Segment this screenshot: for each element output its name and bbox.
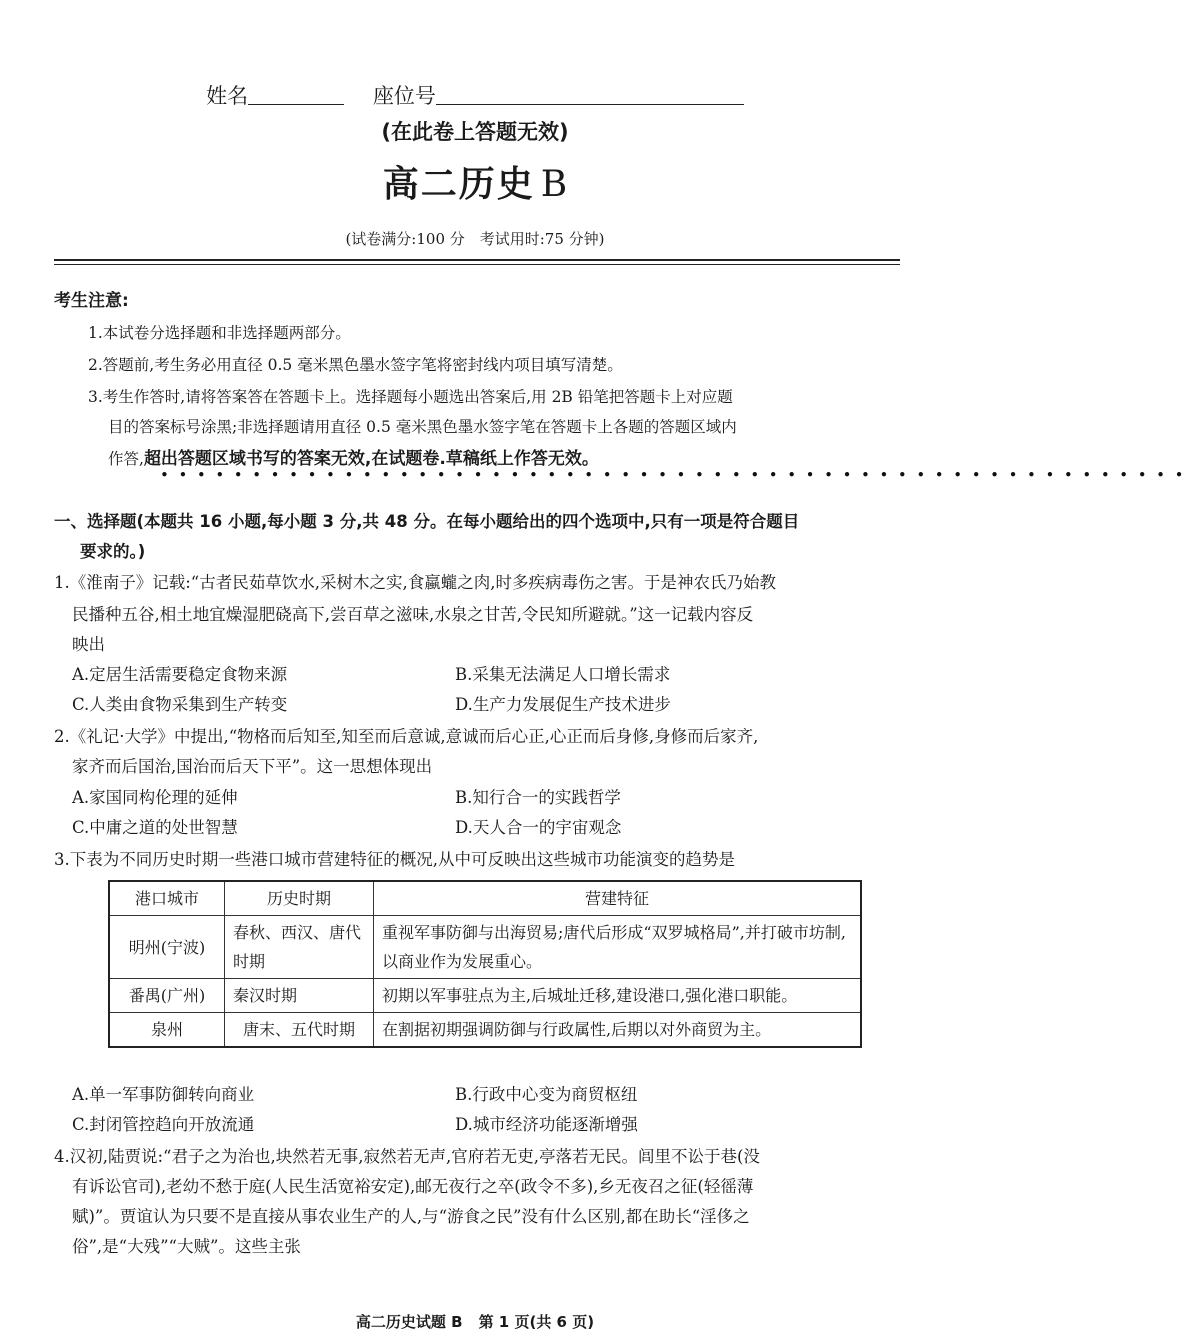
q2-option-c: C.中庸之道的处世智慧 [72,818,238,837]
footer-page-number: 第 1 页(共 6 页) [478,1313,595,1331]
header-rule-thick [54,259,900,261]
note-item-3-emphasis: 超出答题区域书写的答案无效,在试题卷.草稿纸上作答无效。 [143,449,599,469]
section-1-heading: 一、选择题(本题共 16 小题,每小题 3 分,共 48 分。在每小题给出的四个选项中,只有一项是符合题目 [54,512,800,531]
exam-meta: (试卷满分:100 分 考试用时:75 分钟) [345,230,605,248]
q1-option-a: A.定居生活需要稳定食物来源 [72,665,288,684]
q3-option-c: C.封闭管控趋向开放流通 [72,1115,255,1134]
section-1-heading-cont: 要求的。) [80,542,146,561]
table-cell-period: 唐末、五代时期 [225,1013,374,1048]
q4-line-1: 4.汉初,陆贾说:“君子之为治也,块然若无事,寂然若无声,官府若无吏,亭落若无民。闾里不讼于巷(没 [54,1147,760,1166]
q4-line-2: 有诉讼官司),老幼不愁于庭(人民生活宽裕安定),邮无夜行之卒(政令不多),乡无夜召之征(轻徭薄 [72,1177,754,1196]
exam-title-text: 高二历史 [382,163,535,205]
table-cell-period: 春秋、西汉、唐代时期 [225,916,374,979]
q4-line-3: 赋)”。贾谊认为只要不是直接从事农业生产的人,与“游食之民”没有什么区别,都在助长“淫侈之 [72,1207,750,1226]
q1-line-1: 1.《淮南子》记载:“古者民茹草饮水,采树木之实,食蠃蠬之肉,时多疾病毒伤之害。于是神农氏乃始教 [54,573,776,592]
table-row [109,979,861,1013]
exam-title-suffix: B [540,164,568,205]
q2-option-d: D.天人合一的宇宙观念 [455,818,622,837]
table-header-feature: 营建特征 [374,881,862,916]
q4-line-4: 俗”,是“大残”“大贼”。这些主张 [72,1237,301,1256]
table-header-period: 历史时期 [225,881,374,916]
name-label: 姓名 [206,84,249,108]
table-cell-feature: 重视军事防御与出海贸易;唐代后形成“双罗城格局”,并打破市坊制,以商业作为发展重心。 [374,916,862,979]
table-cell-city: 明州(宁波) [109,916,225,979]
table-cell-feature: 在割据初期强调防御与行政属性,后期以对外商贸为主。 [374,1013,862,1048]
emphasis-dots: •••••••••••••••••••••••••••••••••••••••••••••••••••••••• [160,466,1193,484]
q3-option-d: D.城市经济功能逐渐增强 [455,1115,638,1134]
q1-option-d: D.生产力发展促生产技术进步 [455,695,671,714]
q2-option-a: A.家国同构伦理的延伸 [72,788,238,807]
table-row [109,916,861,979]
q2-line-1: 2.《礼记·大学》中提出,“物格而后知至,知至而后意诚,意诚而后心正,心正而后身修,身修而后家齐, [54,727,759,746]
table-cell-city: 泉州 [109,1013,225,1048]
exam-title [0,160,950,209]
q2-line-2: 家齐而后国治,国治而后天下平”。这一思想体现出 [72,757,433,776]
notes-heading: 考生注意: [54,291,129,311]
seat-label: 座位号 [372,84,436,108]
student-info-line [0,82,950,110]
q3-line-1: 3.下表为不同历史时期一些港口城市营建特征的概况,从中可反映出这些城市功能演变的趋势是 [54,850,735,869]
note-item-3-line-2: 目的答案标号涂黑;非选择题请用直径 0.5 毫米黑色墨水签字笔在答题卡上各题的答题区域内 [108,418,737,436]
seat-blank [436,84,744,105]
table-cell-city: 番禺(广州) [109,979,225,1013]
table-header-city: 港口城市 [109,881,225,916]
table-cell-feature: 初期以军事驻点为主,后城址迁移,建设港口,强化港口职能。 [374,979,862,1013]
name-blank [248,84,344,105]
q1-line-3: 映出 [72,635,105,654]
header-rule-thin [54,264,900,265]
q3-option-b: B.行政中心变为商贸枢纽 [455,1085,638,1104]
note-item-2: 2.答题前,考生务必用直径 0.5 毫米黑色墨水签字笔将密封线内项目填写清楚。 [88,356,623,374]
q1-line-2: 民播种五谷,相土地宜燥湿肥硗高下,尝百草之滋味,水泉之甘苦,令民知所避就。”这一记载内容反 [72,605,754,624]
note-item-1: 1.本试卷分选择题和非选择题两部分。 [88,324,351,342]
no-answer-notice: (在此卷上答题无效) [381,120,569,144]
table-cell-period: 秦汉时期 [225,979,374,1013]
q1-option-b: B.采集无法满足人口增长需求 [455,665,671,684]
note-item-3-prefix: 作答, [108,450,144,468]
q1-option-c: C.人类由食物采集到生产转变 [72,695,288,714]
q3-option-a: A.单一军事防御转向商业 [72,1085,255,1104]
table-header-row [109,881,861,916]
table-row [109,1013,861,1048]
note-item-3-line-1: 3.考生作答时,请将答案答在答题卡上。选择题每小题选出答案后,用 2B 铅笔把答题卡上对应题 [88,388,733,406]
q2-option-b: B.知行合一的实践哲学 [455,788,621,807]
page-footer [0,1310,950,1334]
port-cities-table [108,880,862,1048]
footer-title: 高二历史试题 B [355,1313,463,1331]
